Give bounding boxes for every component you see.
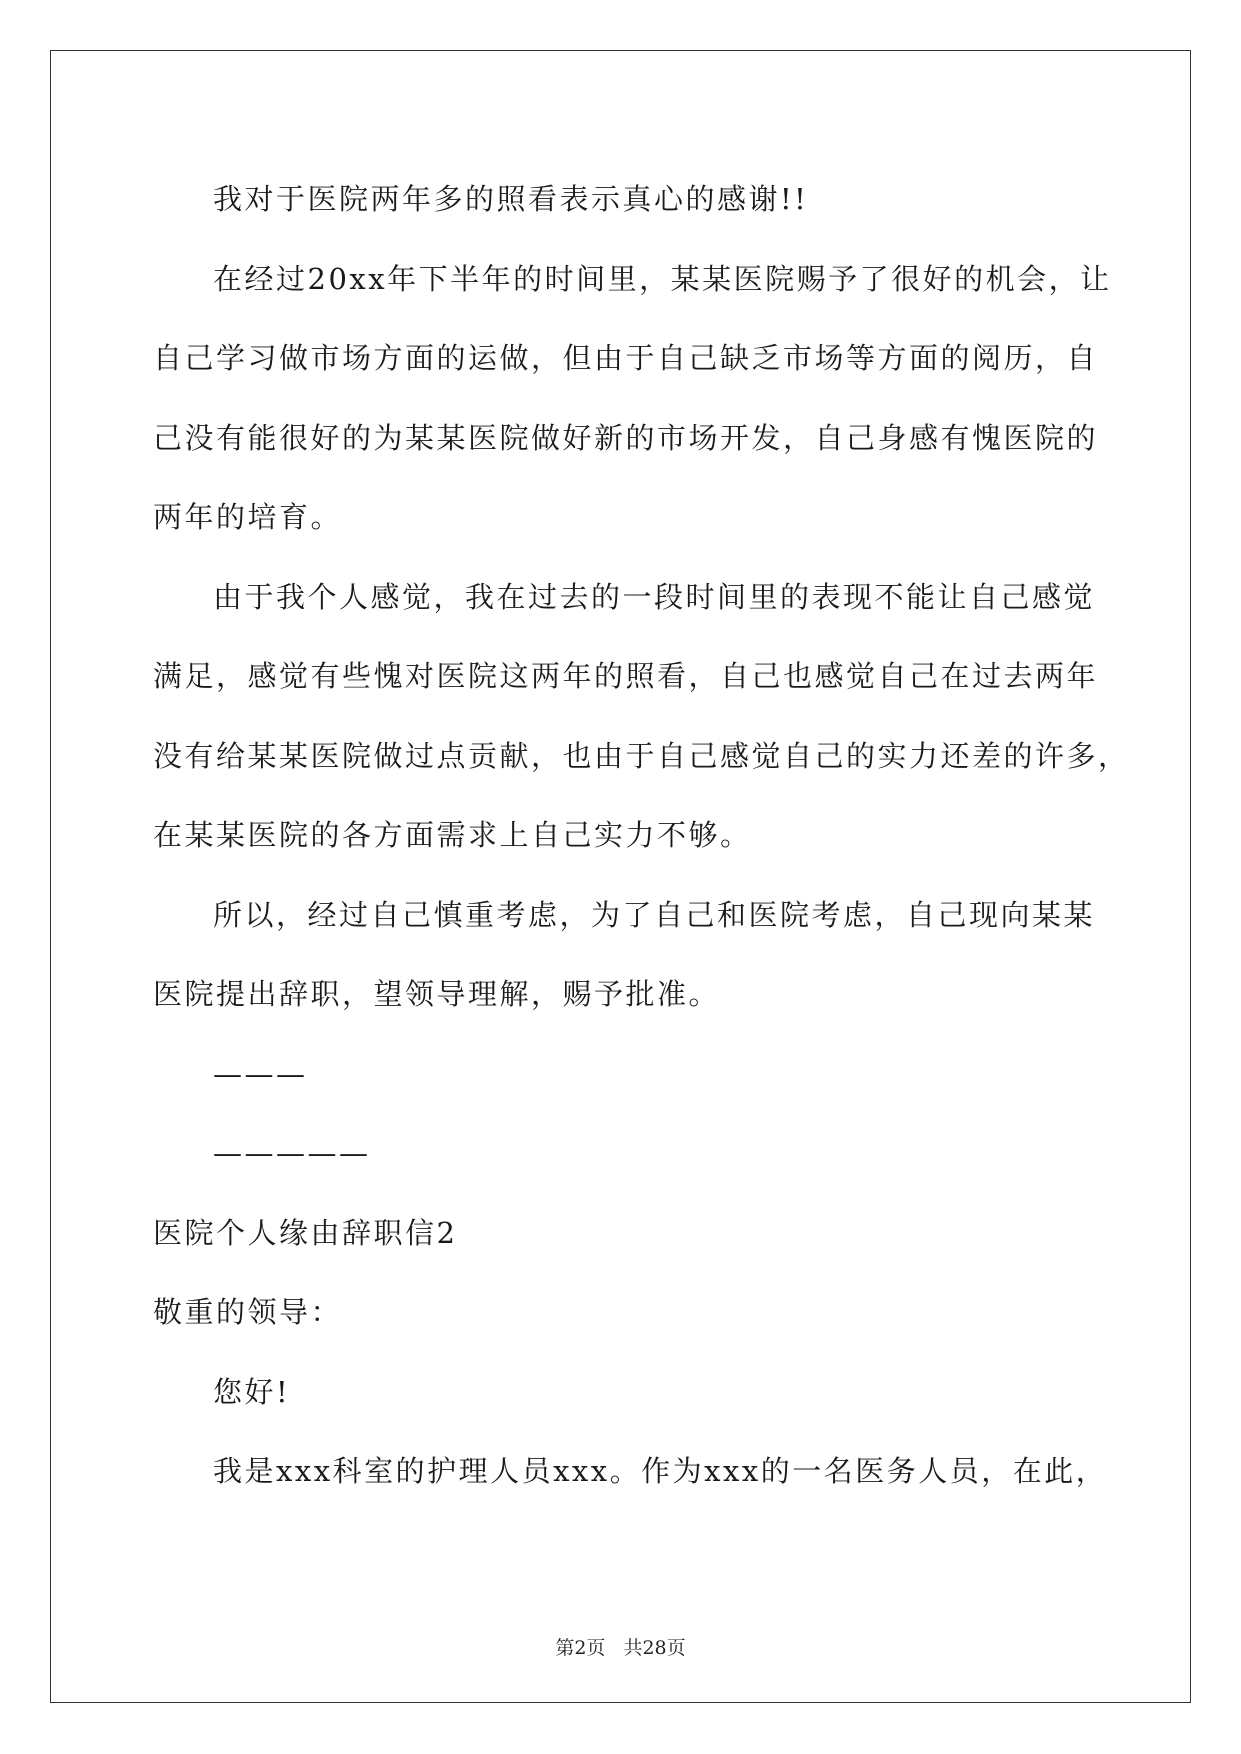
text-line: 己没有能很好的为某某医院做好新的市场开发，自己身感有愧医院的 (153, 420, 1099, 455)
text-line: 由于我个人感觉，我在过去的一段时间里的表现不能让自己感觉 (213, 579, 1096, 614)
page-number: 第2页 (555, 1637, 606, 1659)
dash-separator: ——— (213, 1056, 308, 1091)
text-line: 我是xxx科室的护理人员xxx。作为xxx的一名医务人员，在此， (213, 1454, 1108, 1488)
text-line: 没有给某某医院做过点贡献，也由于自己感觉自己的实力还差的许多， (153, 738, 1130, 773)
text-line: 在经过20xx年下半年的时间里，某某医院赐予了很好的机会，让 (213, 261, 1112, 296)
section-title: 医院个人缘由辞职信2 (153, 1215, 458, 1250)
text-line: 我对于医院两年多的照看表示真心的感谢!! (213, 182, 809, 216)
text-line: 所以，经过自己慎重考虑，为了自己和医院考虑，自己现向某某 (213, 897, 1096, 932)
greeting: 您好! (213, 1374, 291, 1409)
document-body (153, 160, 1130, 1512)
page-footer (0, 1633, 1241, 1660)
text-line: 自己学习做市场方面的运做，但由于自己缺乏市场等方面的阅历，自 (153, 341, 1099, 375)
text-line: 在某某医院的各方面需求上自己实力不够。 (153, 818, 752, 852)
text-line: 两年的培育。 (153, 500, 343, 534)
dash-separator: ————— (213, 1136, 371, 1170)
text-line: 医院提出辞职，望领导理解，赐予批准。 (153, 977, 721, 1011)
page-total: 共28页 (623, 1637, 686, 1659)
text-line: 满足，感觉有些愧对医院这两年的照看，自己也感觉自己在过去两年 (153, 659, 1099, 693)
salutation: 敬重的领导： (153, 1295, 343, 1329)
